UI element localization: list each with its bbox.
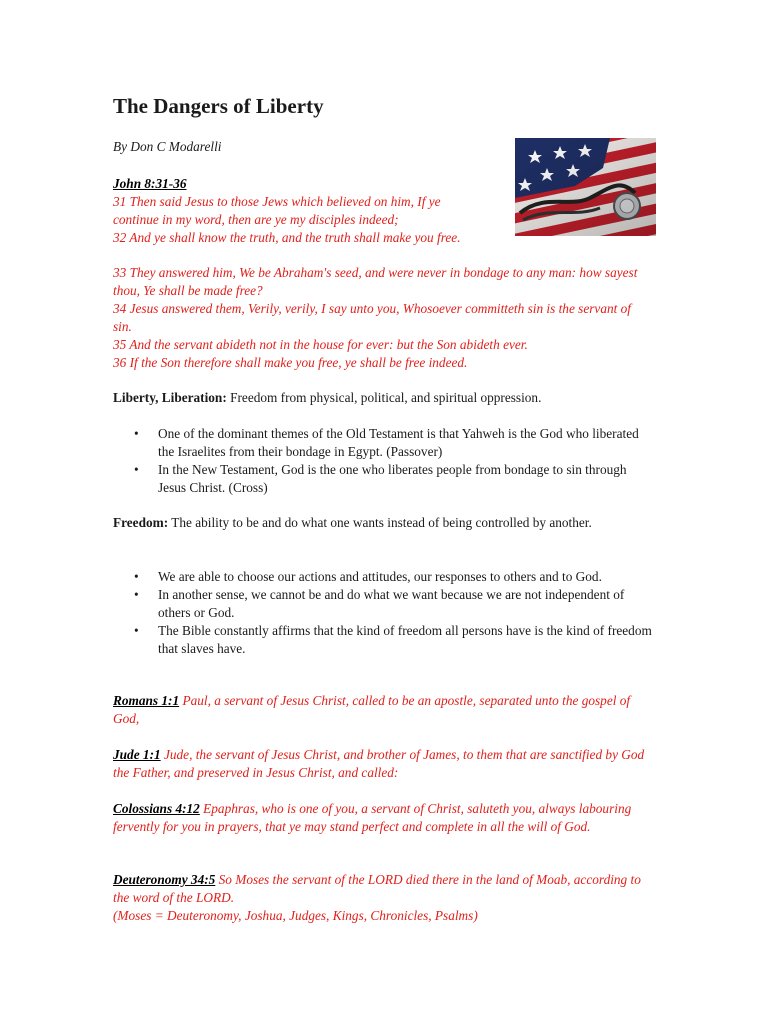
verse-31: 31 Then said Jesus to those Jews which believed on him, If ye continue in my word, then are ye my disciples indeed; bbox=[113, 193, 441, 227]
list-item bbox=[113, 568, 653, 586]
liberty-definition-text: Freedom from physical, political, and spiritual oppression. bbox=[226, 390, 542, 405]
bullet-icon: • bbox=[134, 586, 139, 602]
bullet-icon: • bbox=[134, 622, 139, 638]
list-item bbox=[113, 461, 653, 497]
romans-passage bbox=[113, 692, 653, 728]
liberty-bullet-list bbox=[113, 425, 653, 497]
freedom-definition bbox=[113, 514, 653, 532]
byline: By Don C Modarelli bbox=[113, 139, 222, 154]
jude-passage bbox=[113, 746, 653, 782]
list-item-text: In another sense, we cannot be and do what we want because we are not independent of others or God. bbox=[158, 586, 625, 620]
liberty-definition bbox=[113, 389, 653, 407]
list-item-text: We are able to choose our actions and attitudes, our responses to others and to God. bbox=[158, 569, 602, 584]
bullet-icon: • bbox=[134, 461, 139, 477]
freedom-definition-text: The ability to be and do what one wants instead of being controlled by another. bbox=[168, 515, 592, 530]
verse-35: 35 And the servant abideth not in the house for ever: but the Son abideth ever. bbox=[113, 336, 528, 352]
freedom-bullet-list bbox=[113, 568, 653, 658]
page-title: The Dangers of Liberty bbox=[113, 94, 324, 118]
liberty-term: Liberty, Liberation: bbox=[113, 390, 227, 405]
scripture-ref-colossians: Colossians 4:12 bbox=[113, 801, 200, 816]
list-item bbox=[113, 425, 653, 461]
john-passage bbox=[113, 175, 483, 247]
bullet-icon: • bbox=[134, 426, 139, 441]
bullet-icon: • bbox=[134, 569, 139, 584]
list-item-text: The Bible constantly affirms that the kind of freedom all persons have is the kind of freedom that slaves have. bbox=[158, 622, 652, 656]
colossians-passage bbox=[113, 800, 653, 836]
flag-stethoscope-photo bbox=[515, 138, 656, 236]
list-item bbox=[113, 622, 653, 658]
jude-text: Jude, the servant of Jesus Christ, and brother of James, to them that are sanctified by God the Father, and preserved in Jesus Christ, and called: bbox=[113, 747, 645, 780]
verse-33: 33 They answered him, We be Abraham's seed, and were never in bondage to any man: how sayest thou, Ye shall be made free? bbox=[113, 265, 638, 298]
list-item-text: One of the dominant themes of the Old Testament is that Yahweh is the God who liberated the Israelites from their bondage in Egypt. (Passover) bbox=[158, 426, 639, 459]
freedom-term: Freedom: bbox=[113, 515, 169, 530]
verse-36: 36 If the Son therefore shall make you free, ye shall be free indeed. bbox=[113, 354, 468, 370]
deuteronomy-text: So Moses the servant of the LORD died there in the land of Moab, according to the word of the LORD. bbox=[113, 872, 641, 905]
colossians-text: Epaphras, who is one of you, a servant of Christ, saluteth you, always labouring fervently for you in prayers, that ye may stand perfect and complete in all the will of God. bbox=[113, 801, 632, 834]
verse-34: 34 Jesus answered them, Verily, verily, I say unto you, Whosoever committeth sin is the servant of sin. bbox=[113, 300, 631, 334]
romans-text: Paul, a servant of Jesus Christ, called to be an apostle, separated unto the gospel of God, bbox=[113, 693, 631, 726]
scripture-ref-romans: Romans 1:1 bbox=[113, 693, 180, 708]
deuteronomy-passage bbox=[113, 871, 653, 925]
scripture-ref-deuteronomy: Deuteronomy 34:5 bbox=[113, 872, 216, 887]
scripture-ref-jude: Jude 1:1 bbox=[113, 747, 161, 762]
verse-32: 32 And ye shall know the truth, and the truth shall make you free. bbox=[113, 229, 461, 245]
list-item bbox=[113, 586, 653, 622]
scripture-ref-john: John 8:31-36 bbox=[113, 176, 187, 191]
flag-image-icon bbox=[515, 138, 656, 236]
john-passage-continued bbox=[113, 264, 653, 371]
list-item-text: In the New Testament, God is the one who liberates people from bondage to sin through Jesus Christ. (Cross) bbox=[158, 461, 627, 495]
deuteronomy-note: (Moses = Deuteronomy, Joshua, Judges, Kings, Chronicles, Psalms) bbox=[113, 907, 478, 923]
